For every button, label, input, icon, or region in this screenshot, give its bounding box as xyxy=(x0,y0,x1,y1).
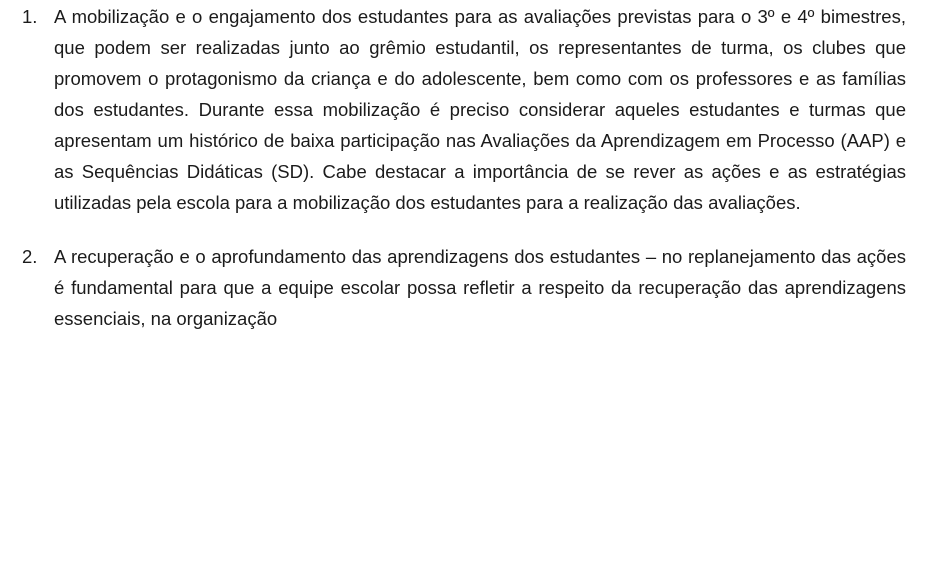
list-item-text: A recuperação e o aprofundamento das aprendizagens dos estudantes – no replanejamento das ações é fundamental para que a equipe escolar possa refletir a respeito da recuperação das aprendizagens essenciais, na organização xyxy=(54,246,906,329)
list-item xyxy=(22,0,926,218)
list-item-number: 1. xyxy=(22,6,38,27)
list-item-number: 2. xyxy=(22,246,38,267)
numbered-list xyxy=(22,0,926,334)
list-item-text: A mobilização e o engajamento dos estudantes para as avaliações previstas para o 3º e 4º bimestres, que podem ser realizadas junto ao grêmio estudantil, os representantes de turma, os clubes que promovem o protagonismo da criança e do adolescente, bem como com os professores e as famílias dos estudantes. Durante essa mobilização é preciso considerar aqueles estudantes e turmas que apresentam um histórico de baixa participação nas Avaliações da Aprendizagem em Processo (AAP) e as Sequências Didáticas (SD). Cabe destacar a importância de se rever as ações e as estratégias utilizadas pela escola para a mobilização dos estudantes para a realização das avaliações. xyxy=(54,6,906,213)
list-item xyxy=(22,241,926,334)
